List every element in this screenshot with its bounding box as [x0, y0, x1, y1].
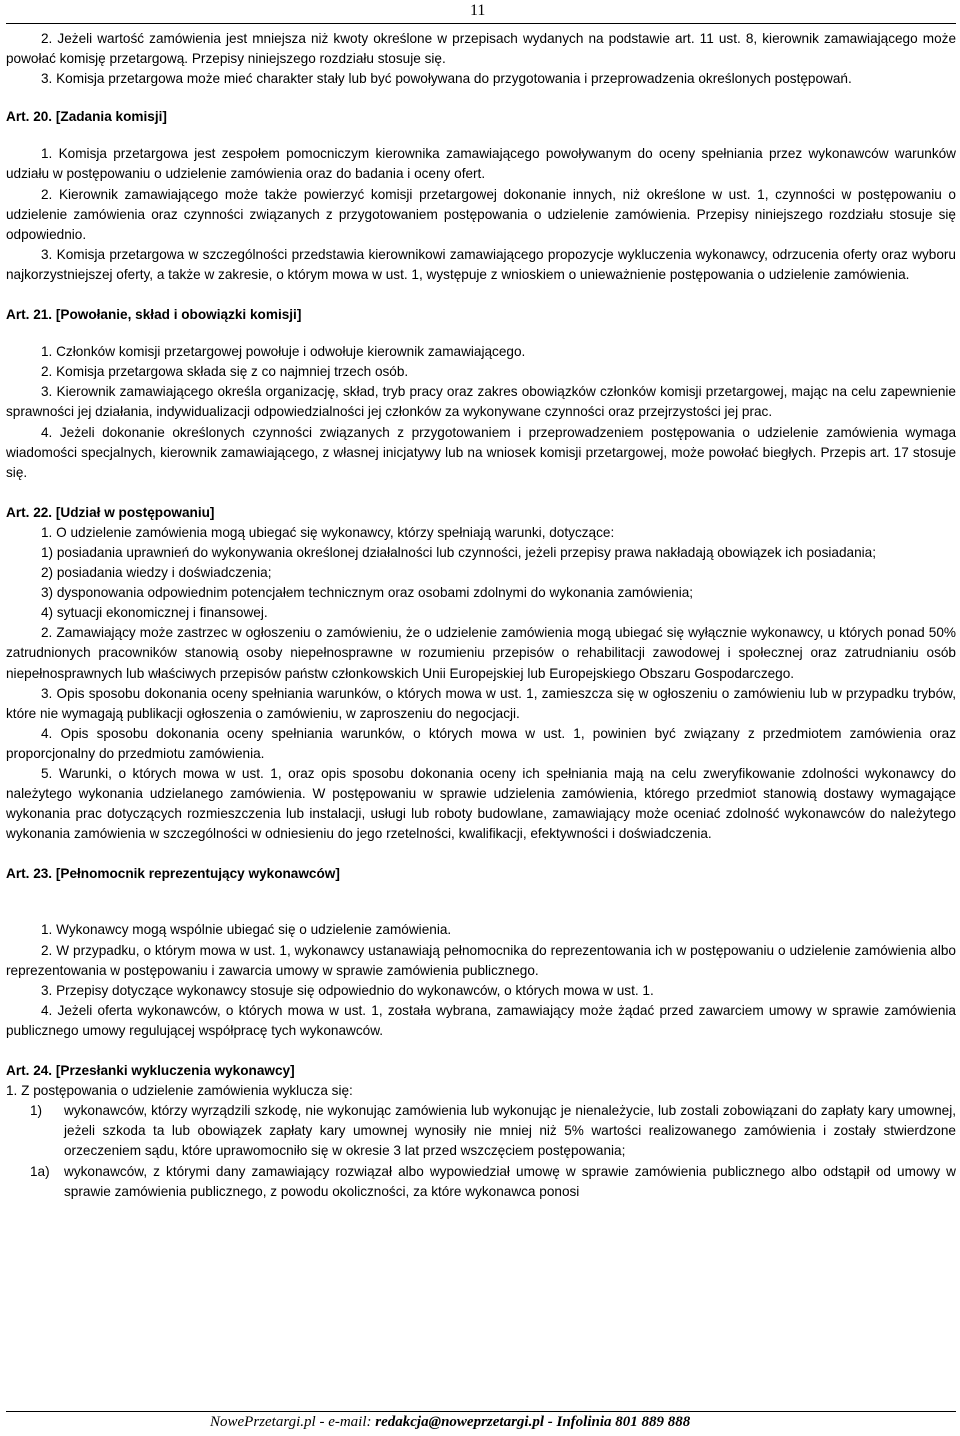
article-heading: Art. 24. [Przesłanki wykluczenia wykonawcy]: [6, 1063, 295, 1079]
paragraph: 1. Członków komisji przetargowej powołuje i odwołuje kierownik zamawiającego.: [41, 344, 526, 360]
page-number: 11: [470, 2, 486, 19]
list-item: 1) posiadania uprawnień do wykonywania określonej działalności lub czynności, jeżeli przepisy prawa nakładają obowiązek ich posiadania;: [41, 544, 876, 560]
footer-infolinia: - Infolinia 801 889 888: [544, 1414, 691, 1430]
paragraph: 3. Komisja przetargowa może mieć charakter stały lub być powoływana do przygotowania i przeprowadzenia określonych postępowań.: [41, 71, 852, 87]
article-heading: Art. 21. [Powołanie, skład i obowiązki komisji]: [6, 307, 302, 323]
footer-rule: [6, 1411, 956, 1412]
list-item: 4) sytuacji ekonomicznej i finansowej.: [41, 605, 268, 621]
document-body: [6, 29, 956, 1202]
paragraph: 3. Opis sposobu dokonania oceny spełniania warunków, o których mowa w ust. 1, zamieszcza się w ogłoszeniu o zamówieniu lub w przypadku trybów, które nie wymagają publikacji ogłoszenia o zamówieniu, w zaproszeniu do negocjacji.: [6, 685, 956, 721]
list-item-label: 1a): [30, 1163, 50, 1179]
paragraph: 1. Z postępowania o udzielenie zamówienia wyklucza się:: [6, 1083, 353, 1099]
paragraph: 2. Kierownik zamawiającego może także powierzyć komisji przetargowej dokonanie innych, niż określone w ust. 1, czynności w postępowaniu o udzielenie zamówienia oraz czynności związanych z przygotowaniem postępowania o udzielenie zamówienia. Przepisy niniejszego rozdziału stosuje się odpowiednio.: [6, 186, 956, 242]
paragraph: 2. Zamawiający może zastrzec w ogłoszeniu o zamówieniu, że o udzielenie zamówienia mogą ubiegać się wyłącznie wykonawcy, u których ponad 50% zatrudnionych pracowników stanowią osoby niepełnosprawne w rozumieniu przepisów o rehabilitacji zawodowej i społecznej oraz zatrudnianiu osób niepełnosprawnych lub właściwych przepisów państw członkowskich Unii Europejskiej lub Europejskiego Obszaru Gospodarczego.: [6, 625, 956, 681]
footer-email: redakcja@noweprzetargi.pl: [375, 1414, 544, 1430]
list-item: 2) posiadania wiedzy i doświadczenia;: [41, 565, 272, 581]
paragraph: 4. Jeżeli oferta wykonawców, o których mowa w ust. 1, została wybrana, zamawiający może żądać przed zawarciem umowy w sprawie zamówienia publicznego umowy regulującej współpracę tych wykonawców.: [6, 1002, 956, 1038]
paragraph: 3. Komisja przetargowa w szczególności przedstawia kierownikowi zamawiającego propozycje wykluczenia wykonawcy, odrzucenia oferty oraz wyboru najkorzystniejszej oferty, a także w zakresie, o którym mowa w ust. 1, występuje z wnioskiem o unieważnienie postępowania o udzielenie zamówienia.: [6, 246, 956, 282]
article-heading: Art. 23. [Pełnomocnik reprezentujący wykonawców]: [6, 866, 340, 882]
page-footer: [210, 1414, 690, 1431]
paragraph: 2. Komisja przetargowa składa się z co najmniej trzech osób.: [41, 364, 409, 380]
paragraph: 2. W przypadku, o którym mowa w ust. 1, wykonawcy ustanawiają pełnomocnika do reprezentowania ich w postępowaniu o udzielenie zamówienia albo reprezentowania w postępowaniu i zawarcia umowy w sprawie zamówienia publicznego.: [6, 942, 956, 978]
paragraph: 3. Kierownik zamawiającego określa organizację, skład, tryb pracy oraz zakres obowiązków członków komisji przetargowej, mając na celu zapewnienie sprawności jej działania, indywidualizacji odpowiedzialności jej członków za wykonywane czynności oraz przejrzystości jej prac.: [6, 384, 956, 420]
paragraph: 2. Jeżeli wartość zamówienia jest mniejsza niż kwoty określone w przepisach wydanych na podstawie art. 11 ust. 8, kierownik zamawiającego może powołać komisję przetargową. Przepisy niniejszego rozdziału stosuje się.: [6, 31, 956, 67]
footer-site: NowePrzetargi.pl - e-mail:: [210, 1414, 376, 1430]
paragraph: 1. O udzielenie zamówienia mogą ubiegać się wykonawcy, którzy spełniają warunki, dotyczące:: [41, 524, 615, 540]
article-heading: Art. 20. [Zadania komisji]: [6, 109, 167, 125]
list-item: 3) dysponowania odpowiednim potencjałem technicznym oraz osobami zdolnymi do wykonania zamówienia;: [41, 585, 694, 601]
header-rule: [6, 23, 956, 24]
list-item-label: 1): [30, 1103, 43, 1119]
list-item: [6, 1101, 956, 1161]
paragraph: 4. Opis sposobu dokonania oceny spełniania warunków, o których mowa w ust. 1, powinien być związany z przedmiotem zamówienia oraz proporcjonalny do przedmiotu zamówienia.: [6, 725, 956, 761]
paragraph: 5. Warunki, o których mowa w ust. 1, oraz opis sposobu dokonania oceny ich spełniania mają na celu zweryfikowanie zdolności wykonawcy do należytego wykonania udzielanego zamówienia. W postępowaniu w sprawie udzielenia zamówienia, którego przedmiot stanowią dostawy wymagające wykonania prac dotyczących rozmieszczenia lub instalacji, usługi lub roboty budowlane, zamawiający może oceniać zdolność wykonawców do należytego wykonania zamówienia w szczególności w odniesieniu do jego rzetelności, kwalifikacji, efektywności i doświadczenia.: [6, 766, 956, 842]
list-item-text: wykonawców, z którymi dany zamawiający rozwiązał albo wypowiedział umowę w sprawie zamówienia publicznego albo odstąpił od umowy w sprawie zamówienia publicznego, z powodu okoliczności, za które wykonawca ponosi: [64, 1163, 956, 1199]
list-item-text: wykonawców, którzy wyrządzili szkodę, nie wykonując zamówienia lub wykonując je nienależycie, lub zostali zobowiązani do zapłaty kary umownej, jeżeli szkoda ta lub obowiązek zapłaty kary umownej wynosiły nie mniej niż 5% wartości realizowanego zamówienia i zostały stwierdzone orzeczeniem sądu, które uprawomocniło się w okresie 3 lat przed wszczęciem postępowania;: [64, 1103, 956, 1159]
paragraph: 1. Komisja przetargowa jest zespołem pomocniczym kierownika zamawiającego powoływanym do oceny spełniania przez wykonawców warunków udziału w postępowaniu o udzielenie zamówienia oraz do badania i oceny ofert.: [6, 146, 956, 182]
paragraph: 1. Wykonawcy mogą wspólnie ubiegać się o udzielenie zamówienia.: [41, 922, 452, 938]
paragraph: 3. Przepisy dotyczące wykonawcy stosuje się odpowiednio do wykonawców, o których mowa w ust. 1.: [41, 982, 654, 998]
paragraph: 4. Jeżeli dokonanie określonych czynności związanych z przygotowaniem i przeprowadzeniem postępowania o udzielenie zamówienia wymaga wiadomości specjalnych, kierownik zamawiającego, z własnej inicjatywy lub na wniosek komisji przetargowej, może powołać biegłych. Przepis art. 17 stosuje się.: [6, 424, 956, 480]
article-heading: Art. 22. [Udział w postępowaniu]: [6, 504, 215, 520]
list-item: [6, 1162, 956, 1202]
